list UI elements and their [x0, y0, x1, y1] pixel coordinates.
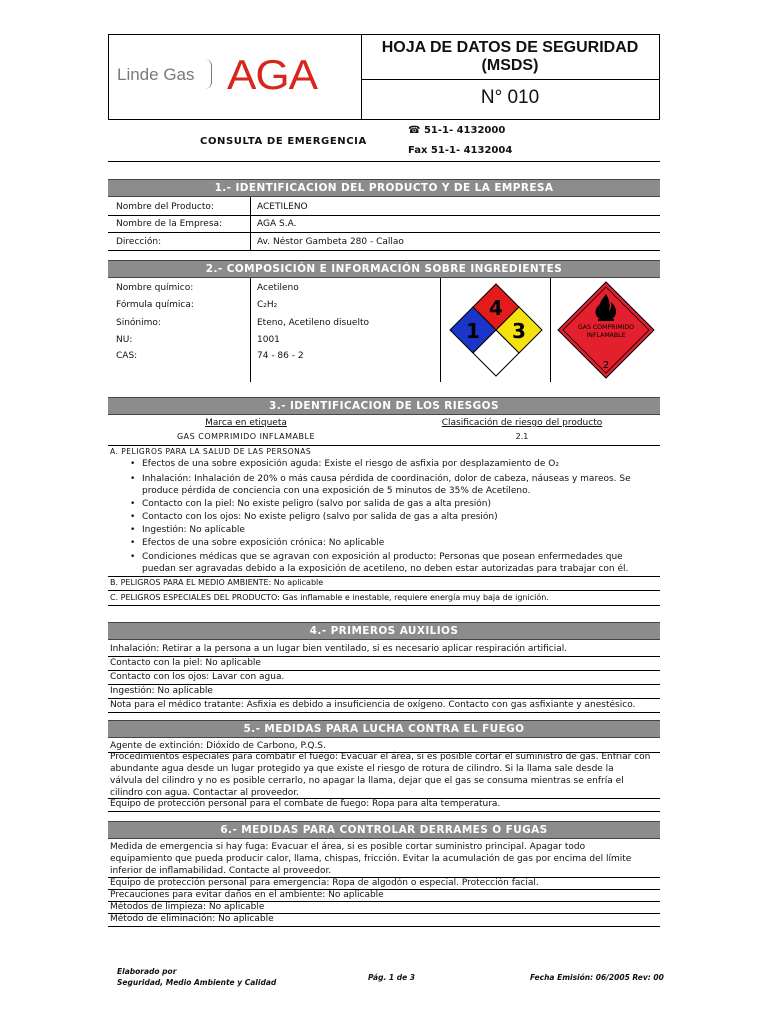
document-number: N° 010 — [480, 87, 540, 108]
row-divider — [108, 250, 660, 251]
document-title: HOJA DE DATOS DE SEGURIDAD — [381, 39, 639, 56]
row-divider — [108, 684, 660, 685]
un-number-label: NU: — [116, 335, 133, 345]
section-1-title: 1.- IDENTIFICACION DEL PRODUCTO Y DE LA EMPRESA — [214, 182, 554, 194]
firefighting-procedure: Procedimientos especiales para combatir el fuego: Evacuar el área, si es posible cortar el suministro de gas. Enfriar con — [110, 752, 651, 762]
row-divider — [108, 698, 660, 699]
first-aid-eyes: Contacto con los ojos: Lavar con agua. — [110, 672, 285, 682]
section-3-title: 3.- IDENTIFICACION DE LOS RIESGOS — [269, 400, 499, 412]
section-5-title: 5.- MEDIDAS PARA LUCHA CONTRA EL FUEGO — [243, 723, 525, 735]
first-aid-ingestion: Ingestión: No aplicable — [110, 686, 213, 696]
address-label: Dirección: — [116, 237, 162, 247]
section-4-header — [108, 622, 660, 640]
bullet-icon: • — [130, 499, 136, 509]
address-value: Av. Néstor Gambeta 280 - Callao — [257, 237, 404, 247]
aga-logo: AGA — [227, 51, 317, 98]
section-1-header — [108, 179, 660, 197]
eye-contact-text: Contacto con los ojos: No existe peligro (salvo por salida de gas a alta presión) — [142, 512, 498, 522]
medical-conditions-text-cont: puedan ser agravadas debido a la exposición de acetileno, no deben estar autorizadas para trabajar con él. — [142, 564, 629, 574]
environment-hazards-text: B. PELIGROS PARA EL MEDIO AMBIENTE: No aplicable — [110, 578, 324, 587]
nfpa-health-number: 1 — [466, 319, 480, 343]
row-divider — [108, 670, 660, 671]
chronic-exposure-text: Efectos de una sobre exposición crónica: No aplicable — [142, 538, 385, 548]
physician-note: Nota para el médico tratante: Asfixia es debido a insuficiencia de oxígeno. Contacto con gas asfixiante y anestésico. — [110, 700, 636, 710]
company-name-label: Nombre de la Empresa: — [116, 219, 223, 229]
nfpa-flammability-number: 4 — [489, 296, 503, 320]
page-number: Pág. 1 de 3 — [368, 973, 416, 982]
risk-class-value: 2.1 — [515, 432, 529, 441]
bullet-icon: • — [130, 512, 136, 522]
section-2-column-divider — [250, 278, 251, 382]
title-area — [361, 35, 659, 119]
ingestion-text: Ingestión: No aplicable — [142, 525, 245, 535]
emergency-label: CONSULTA DE EMERGENCIA — [200, 136, 367, 147]
emergency-fax: Fax 51-1- 4132004 — [408, 145, 513, 156]
label-mark-header: Marca en etiqueta — [205, 418, 287, 428]
prepared-by-label: Elaborado por — [117, 967, 177, 976]
bullet-icon: • — [130, 552, 136, 562]
skin-contact-text: Contacto con la piel: No existe peligro (salvo por salida de gas a alta presión) — [142, 499, 492, 509]
leak-emergency-measure-cont: inferior de inflamabilidad. Contacte al proveedor. — [110, 866, 332, 876]
label-mark-value: GAS COMPRIMIDO INFLAMABLE — [176, 432, 315, 441]
leak-ppe: Equipo de protección personal para emergencia: Ropa de algodón o especial. Protección facial. — [110, 878, 539, 888]
company-name-value: AGA S.A. — [257, 219, 297, 229]
section-5-header — [108, 720, 660, 738]
issue-date: Fecha Emisión: 06/2005 Rev: 00 — [530, 973, 664, 982]
emergency-phone: ☎ 51-1- 4132000 — [408, 125, 506, 136]
row-divider — [108, 712, 660, 713]
linde-bracket-mark — [205, 59, 212, 89]
section-2-header — [108, 260, 660, 278]
firefighting-procedure-cont: válvula del cilindro y no es posible cerrarlo, no apagar la llama, dejar que el gas se consuma mientras se enfría el — [110, 776, 624, 786]
document-subtitle: (MSDS) — [481, 57, 539, 74]
nfpa-diamond-icon — [448, 282, 544, 378]
row-divider — [108, 926, 660, 927]
bullet-icon: • — [130, 538, 136, 548]
emergency-contact-cell — [408, 121, 660, 162]
hazard-class-number: 2 — [602, 360, 610, 371]
product-name-label: Nombre del Producto: — [116, 202, 214, 212]
row-divider — [108, 232, 660, 233]
first-aid-inhalation: Inhalación: Retirar a la persona a un lugar bien ventilado, si es necesario aplicar respiración artificial. — [110, 644, 568, 654]
inhalation-text-cont: produce pérdida de conciencia con una exposición de 5 minutos de 35% de Acetileno. — [142, 486, 531, 496]
bullet-icon: • — [130, 459, 136, 469]
section-2-title: 2.- COMPOSICIÓN E INFORMACIÓN SOBRE INGREDIENTES — [205, 263, 563, 275]
synonym-value: Eteno, Acetileno disuelto — [257, 318, 369, 328]
acute-exposure-text: Efectos de una sobre exposición aguda: Existe el riesgo de asfixia por desplazamiento de O₂ — [142, 459, 559, 469]
chemical-formula-value: C₂H₂ — [257, 300, 278, 310]
nfpa-reactivity-number: 3 — [512, 319, 526, 343]
hazard-label-line1: GAS COMPRIMIDO — [577, 324, 635, 331]
row-divider — [108, 445, 660, 446]
first-aid-skin: Contacto con la piel: No aplicable — [110, 658, 261, 668]
bullet-icon: • — [130, 474, 136, 484]
emergency-label-cell — [108, 121, 408, 162]
row-divider — [108, 605, 660, 606]
cas-label: CAS: — [116, 351, 138, 361]
section-1-column-divider — [250, 197, 251, 250]
logo-area — [109, 35, 362, 119]
un-number-value: 1001 — [257, 335, 280, 345]
section-6-header — [108, 821, 660, 839]
section-2-column-divider — [550, 278, 551, 382]
hazard-label-line2: INFLAMABLE — [586, 332, 626, 339]
row-divider — [108, 656, 660, 657]
firefighting-ppe: Equipo de protección personal para el combate de fuego: Ropa para alta temperatura. — [110, 799, 501, 809]
linde-gas-logo: Linde Gas — [117, 65, 195, 84]
row-divider — [108, 576, 660, 577]
section-4-title: 4.- PRIMEROS AUXILIOS — [309, 625, 459, 637]
leak-emergency-measure: Medida de emergencia si hay fuga: Evacuar el área, si es posible cortar suministro principal. Apagar todo — [110, 842, 586, 852]
product-name-value: ACETILENO — [257, 202, 308, 212]
row-divider — [108, 811, 660, 812]
chemical-name-label: Nombre químico: — [116, 283, 194, 293]
firefighting-procedure-cont: cilindro con agua. Contactar al proveedor. — [110, 788, 299, 798]
row-divider — [108, 215, 660, 216]
health-hazards-heading: A. PELIGROS PARA LA SALUD DE LAS PERSONAS — [110, 447, 312, 456]
prepared-by-department: Seguridad, Medio Ambiente y Calidad — [117, 978, 277, 987]
flammable-gas-hazard-label — [556, 280, 656, 380]
section-3-header — [108, 397, 660, 415]
inhalation-text: Inhalación: Inhalación de 20% o más causa pérdida de coordinación, dolor de cabeza, náuseas y mareos. Se — [142, 474, 631, 484]
document-header — [108, 34, 660, 120]
disposal-method: Método de eliminación: No aplicable — [110, 914, 274, 924]
row-divider — [108, 590, 660, 591]
leak-emergency-measure-cont: equipamiento que pueda producir calor, llama, chispas, fricción. Evitar la acumulación de gas por encima del límite — [110, 854, 632, 864]
extinguishing-agent: Agente de extinción: Dióxido de Carbono, P.Q.S. — [110, 741, 326, 751]
cleanup-methods: Métodos de limpieza: No aplicable — [110, 902, 265, 912]
cas-value: 74 - 86 - 2 — [257, 351, 304, 361]
title-divider — [361, 79, 659, 80]
section-2-column-divider — [440, 278, 441, 382]
bullet-icon: • — [130, 525, 136, 535]
firefighting-procedure-cont: abundante agua desde un lugar protegido ya que existe el riesgo de rotura de cilindro. Si la llama sale desde la — [110, 764, 614, 774]
synonym-label: Sinónimo: — [116, 318, 161, 328]
environmental-precautions: Precauciones para evitar daños en el ambiente: No aplicable — [110, 890, 384, 900]
risk-class-header: Clasificación de riesgo del producto — [441, 418, 603, 428]
chemical-formula-label: Fórmula química: — [116, 300, 194, 310]
medical-conditions-text: Condiciones médicas que se agravan con exposición al producto: Personas que posean enfermedades que — [142, 552, 623, 562]
special-hazards-text: C. PELIGROS ESPECIALES DEL PRODUCTO: Gas inflamable e inestable, requiere energía muy baja de ignición. — [110, 593, 549, 602]
section-6-title: 6.- MEDIDAS PARA CONTROLAR DERRAMES O FUGAS — [220, 824, 548, 836]
chemical-name-value: Acetileno — [257, 283, 299, 293]
